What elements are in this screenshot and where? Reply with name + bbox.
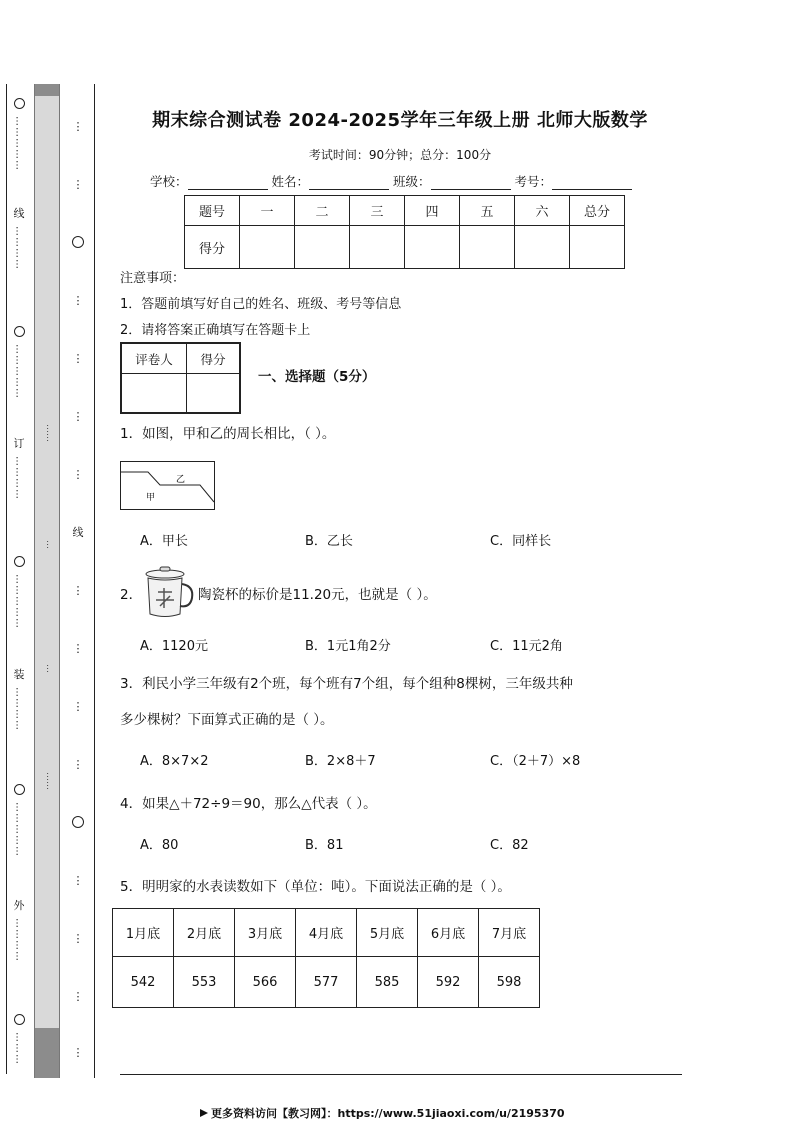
footer-link[interactable]: 更多资料访问【教习网】：https://www.51jiaoxi.com/u/2195370 (211, 1107, 565, 1120)
inner-dots-9: ⋮ (72, 700, 84, 713)
question-3-stem-line-1: 3．利民小学三年级有2个班，每个班有7个组，每个组种8棵树，三年级共种 (120, 676, 573, 692)
binding-outer-line (0, 84, 7, 1074)
month-header-cell: 7月底 (479, 909, 540, 957)
binding-word-wai: 外 (13, 899, 25, 912)
reading-cell: 598 (479, 957, 540, 1008)
binding-circle-4 (8, 784, 30, 795)
inner-circle-2 (66, 816, 90, 828)
q3-option-c[interactable]: C．（2＋7）×8 (490, 754, 581, 769)
q1-option-c[interactable]: C．同样长 (490, 534, 552, 549)
binding-dots-2: ………… (13, 226, 25, 270)
page-title: 期末综合测试卷 2024-2025学年三年级上册 北师大版数学 (152, 110, 648, 131)
binding-dots-6: ………… (13, 687, 25, 731)
water-meter-table (112, 908, 540, 1008)
binding-dots-4: ………… (13, 456, 25, 500)
q3-option-b[interactable]: B．2×8＋7 (305, 754, 376, 769)
inner-dots-1: ⋮ (72, 120, 84, 133)
notes-item: 2．请将答案正确填写在答题卡上 (120, 323, 311, 338)
inner-dots-11: ⋮ (72, 874, 84, 887)
binding-gray-strip (34, 84, 60, 1078)
q4-option-b[interactable]: B．81 (305, 838, 344, 853)
q1-option-b[interactable]: B．乙长 (305, 534, 353, 549)
binding-dots-5: …………… (13, 574, 25, 629)
month-header-cell: 5月底 (357, 909, 418, 957)
exam-info: 考试时间：90分钟；总分：100分 (308, 148, 492, 162)
score-row-label: 得分 (185, 226, 240, 269)
inner-dots-12: ⋮ (72, 932, 84, 945)
q2-option-b[interactable]: B．1元1角2分 (305, 639, 391, 654)
score-cell[interactable] (570, 226, 625, 269)
binding-word-zhuang: 装 (13, 668, 25, 681)
grader-score-cell[interactable] (187, 374, 241, 414)
q2-option-c[interactable]: C．11元2角 (490, 639, 563, 654)
month-header-cell: 2月底 (174, 909, 235, 957)
score-cell[interactable] (240, 226, 295, 269)
gray-strip-dots-3: … (44, 664, 54, 673)
class-field[interactable] (431, 175, 511, 190)
gray-strip-top-cap (35, 84, 59, 96)
inner-word-xian: 线 (72, 526, 84, 539)
inner-circle-1 (66, 236, 90, 248)
gray-strip-dots-1: …… (44, 424, 54, 442)
month-header-cell: 4月底 (296, 909, 357, 957)
binding-dots-3: …………… (13, 344, 25, 399)
binding-circle-3 (8, 556, 30, 567)
grader-name-cell[interactable] (121, 374, 187, 414)
exam-number-label: 考号： (514, 174, 553, 189)
score-header-cell: 题号 (185, 196, 240, 226)
month-header-cell: 3月底 (235, 909, 296, 957)
inner-dots-6: ⋮ (72, 468, 84, 481)
gray-strip-dots-4: …… (44, 772, 54, 790)
score-header-cell: 一 (240, 196, 295, 226)
notes-block (120, 266, 401, 344)
name-label: 姓名： (271, 174, 310, 189)
footer (200, 1105, 565, 1121)
score-cell[interactable] (460, 226, 515, 269)
gray-strip-bottom-cap (35, 1028, 59, 1078)
reading-cell: 585 (357, 957, 418, 1008)
binding-word-ding: 订 (13, 437, 25, 450)
score-table-header-row (185, 196, 625, 226)
question-2-number: 2． (120, 587, 143, 603)
q4-option-c[interactable]: C．82 (490, 838, 529, 853)
score-header-cell: 二 (295, 196, 350, 226)
exam-number-field[interactable] (552, 175, 632, 190)
gray-strip-dots-2: … (44, 540, 54, 549)
reading-cell: 566 (235, 957, 296, 1008)
q1-option-a[interactable]: A．甲长 (140, 534, 188, 549)
student-info-fields (150, 172, 632, 190)
question-5-stem: 5．明明家的水表读数如下（单位：吨）。下面说法正确的是（ ）。 (120, 879, 511, 895)
score-header-cell: 总分 (570, 196, 625, 226)
binding-dots-1: …………… (13, 116, 25, 171)
inner-dots-2: ⋮ (72, 178, 84, 191)
class-label: 班级： (393, 174, 431, 189)
notes-heading: 注意事项： (120, 271, 186, 286)
month-header-cell: 1月底 (113, 909, 174, 957)
grader-label: 评卷人 (121, 343, 187, 374)
question-1-figure (120, 460, 216, 512)
reading-cell: 542 (113, 957, 174, 1008)
question-2-stem: 陶瓷杯的标价是11.20元，也就是（ ）。 (198, 587, 437, 603)
month-header-cell: 6月底 (418, 909, 479, 957)
binding-dots-9: ……… (13, 1032, 25, 1065)
section-title: 一、选择题（5分） (258, 369, 376, 385)
binding-inner-column (66, 84, 90, 1074)
figure-divider-line (121, 472, 214, 502)
score-cell[interactable] (515, 226, 570, 269)
score-table-score-row (185, 226, 625, 269)
binding-circle-1 (8, 98, 30, 109)
binding-word-xian: 线 (13, 207, 25, 220)
inner-dots-7: ⋮ (72, 584, 84, 597)
figure-label-yi: 乙 (176, 475, 186, 485)
score-table (184, 195, 625, 269)
mug-icon (140, 566, 198, 620)
name-field[interactable] (309, 175, 389, 190)
score-header-cell: 三 (350, 196, 405, 226)
binding-circle-2 (8, 326, 30, 337)
reading-cell: 553 (174, 957, 235, 1008)
score-header-cell: 六 (515, 196, 570, 226)
binding-dots-8: ………… (13, 918, 25, 962)
flag-icon (200, 1109, 208, 1117)
inner-dots-10: ⋮ (72, 758, 84, 771)
school-label: 学校： (150, 174, 188, 189)
inner-dots-14: ⋮ (72, 1046, 84, 1059)
binding-divider-line (94, 84, 95, 1078)
binding-outer-column (8, 84, 30, 1074)
binding-dots-7: …………… (13, 802, 25, 857)
score-header-cell: 四 (405, 196, 460, 226)
score-cell[interactable] (295, 226, 350, 269)
water-table-value-row (113, 957, 540, 1008)
grader-box (120, 342, 241, 414)
inner-dots-13: ⋮ (72, 990, 84, 1003)
q2-option-a[interactable]: A．1120元 (140, 639, 208, 654)
question-1-stem: 1．如图，甲和乙的周长相比，（ ）。 (120, 426, 336, 442)
question-3-stem-line-2: 多少棵树？下面算式正确的是（ ）。 (120, 712, 334, 728)
school-field[interactable] (188, 175, 268, 190)
q3-option-a[interactable]: A．8×7×2 (140, 754, 209, 769)
reading-cell: 592 (418, 957, 479, 1008)
notes-item: 1．答题前填写好自己的姓名、班级、考号等信息 (120, 297, 402, 312)
inner-dots-4: ⋮ (72, 352, 84, 365)
q4-option-a[interactable]: A．80 (140, 838, 179, 853)
water-table-header-row (113, 909, 540, 957)
score-cell[interactable] (350, 226, 405, 269)
reading-cell: 577 (296, 957, 357, 1008)
score-header-cell: 五 (460, 196, 515, 226)
question-4-stem: 4．如果△＋72÷9＝90，那么△代表（ ）。 (120, 796, 377, 812)
bottom-rule (120, 1074, 682, 1075)
binding-circle-5 (8, 1014, 30, 1025)
score-cell[interactable] (405, 226, 460, 269)
inner-dots-5: ⋮ (72, 410, 84, 423)
inner-dots-8: ⋮ (72, 642, 84, 655)
grader-score-label: 得分 (187, 343, 241, 374)
figure-label-jia: 甲 (146, 493, 156, 503)
inner-dots-3: ⋮ (72, 294, 84, 307)
